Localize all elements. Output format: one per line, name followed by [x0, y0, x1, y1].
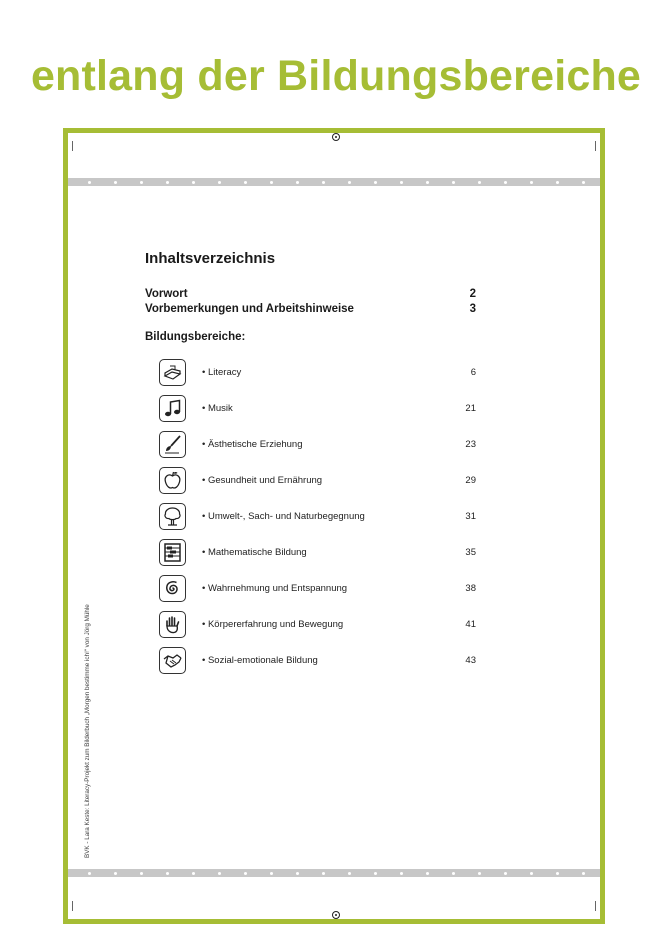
- toc-area-page: 31: [465, 511, 476, 522]
- crop-mark: [595, 901, 596, 911]
- stripe-dot: [530, 181, 533, 184]
- stripe-dot: [504, 872, 507, 875]
- toc-area-page: 6: [470, 367, 476, 378]
- stripe-dot: [192, 181, 195, 184]
- stripe-dot: [270, 181, 273, 184]
- stripe-dot: [452, 872, 455, 875]
- side-credit: BVK - Lara Keste: Literacy-Projekt zum Bilderbuch „Morgen bestimme ich!“ von Jörg Mühle: [84, 604, 91, 858]
- hand-icon: [159, 611, 186, 638]
- toc-entry-page: 2: [469, 288, 476, 300]
- stripe-dot: [166, 181, 169, 184]
- toc-area-label: • Mathematische Bildung: [202, 547, 307, 558]
- toc-entry-page: 3: [469, 303, 476, 315]
- toc-main-entry: [145, 303, 476, 315]
- crop-mark: [595, 141, 596, 151]
- handshake-icon: [159, 647, 186, 674]
- stripe-dot: [374, 181, 377, 184]
- toc-area-label: • Körpererfahrung und Bewegung: [202, 619, 344, 630]
- stripe-dot: [478, 181, 481, 184]
- stripe-dot: [322, 181, 325, 184]
- toc-area-page: 38: [465, 583, 476, 594]
- registration-mark-icon: [332, 133, 340, 141]
- toc-area-entry: [159, 647, 476, 675]
- dotted-stripe-top: [68, 178, 600, 186]
- toc-area-entry: [159, 503, 476, 531]
- toc-area-page: 21: [465, 403, 476, 414]
- toc-area-entry: [159, 611, 476, 639]
- apple-icon: [159, 467, 186, 494]
- stripe-dot: [296, 872, 299, 875]
- stripe-dot: [140, 872, 143, 875]
- toc-area-page: 29: [465, 475, 476, 486]
- toc-area-entry: [159, 575, 476, 603]
- toc-area-label: • Wahrnehmung und Entspannung: [202, 583, 348, 594]
- stripe-dot: [400, 181, 403, 184]
- stripe-dot: [88, 872, 91, 875]
- stripe-dot: [400, 872, 403, 875]
- toc-area-entry: [159, 467, 476, 495]
- book-icon: [159, 359, 186, 386]
- stripe-dot: [478, 872, 481, 875]
- stripe-dot: [114, 872, 117, 875]
- stripe-dot: [530, 872, 533, 875]
- stripe-dot: [166, 872, 169, 875]
- abacus-icon: [159, 539, 186, 566]
- toc-area-page: 43: [465, 655, 476, 666]
- stripe-dot: [244, 872, 247, 875]
- stripe-dot: [556, 181, 559, 184]
- crop-mark: [72, 901, 73, 911]
- toc-area-page: 23: [465, 439, 476, 450]
- toc-area-entry: [159, 539, 476, 567]
- toc-area-label: • Gesundheit und Ernährung: [202, 475, 323, 486]
- stripe-dot: [244, 181, 247, 184]
- tree-icon: [159, 503, 186, 530]
- toc-area-page: 41: [465, 619, 476, 630]
- stripe-dot: [270, 872, 273, 875]
- stripe-dot: [556, 872, 559, 875]
- section-label: Bildungsbereiche:: [145, 331, 246, 343]
- stripe-dot: [426, 872, 429, 875]
- toc-entry-label: Vorbemerkungen und Arbeitshinweise: [145, 303, 354, 315]
- crop-mark: [72, 141, 73, 151]
- toc-entry-label: Vorwort: [145, 288, 188, 300]
- toc-area-entry: [159, 359, 476, 387]
- stripe-dot: [218, 872, 221, 875]
- paintbrush-icon: [159, 431, 186, 458]
- registration-mark-icon: [332, 911, 340, 919]
- stripe-dot: [140, 181, 143, 184]
- stripe-dot: [452, 181, 455, 184]
- toc-area-label: • Umwelt-, Sach- und Naturbegegnung: [202, 511, 365, 522]
- toc-area-entry: [159, 431, 476, 459]
- stripe-dot: [322, 872, 325, 875]
- toc-main-entry: [145, 288, 476, 300]
- stripe-dot: [192, 872, 195, 875]
- stripe-dot: [114, 181, 117, 184]
- toc-area-label: • Musik: [202, 403, 233, 414]
- stripe-dot: [88, 181, 91, 184]
- dotted-stripe-bottom: [68, 869, 600, 877]
- stripe-dot: [582, 872, 585, 875]
- stripe-dot: [296, 181, 299, 184]
- stripe-dot: [348, 181, 351, 184]
- toc-area-label: • Ästhetische Erziehung: [202, 439, 303, 450]
- toc-area-page: 35: [465, 547, 476, 558]
- stripe-dot: [426, 181, 429, 184]
- stripe-dot: [582, 181, 585, 184]
- stripe-dot: [504, 181, 507, 184]
- toc-title: Inhaltsverzeichnis: [145, 250, 276, 267]
- stripe-dot: [374, 872, 377, 875]
- spiral-icon: [159, 575, 186, 602]
- toc-area-entry: [159, 395, 476, 423]
- stripe-dot: [218, 181, 221, 184]
- page-headline: entlang der Bildungsbereiche: [30, 52, 642, 100]
- music-note-icon: [159, 395, 186, 422]
- toc-area-label: • Literacy: [202, 367, 242, 378]
- stripe-dot: [348, 872, 351, 875]
- toc-area-label: • Sozial-emotionale Bildung: [202, 655, 318, 666]
